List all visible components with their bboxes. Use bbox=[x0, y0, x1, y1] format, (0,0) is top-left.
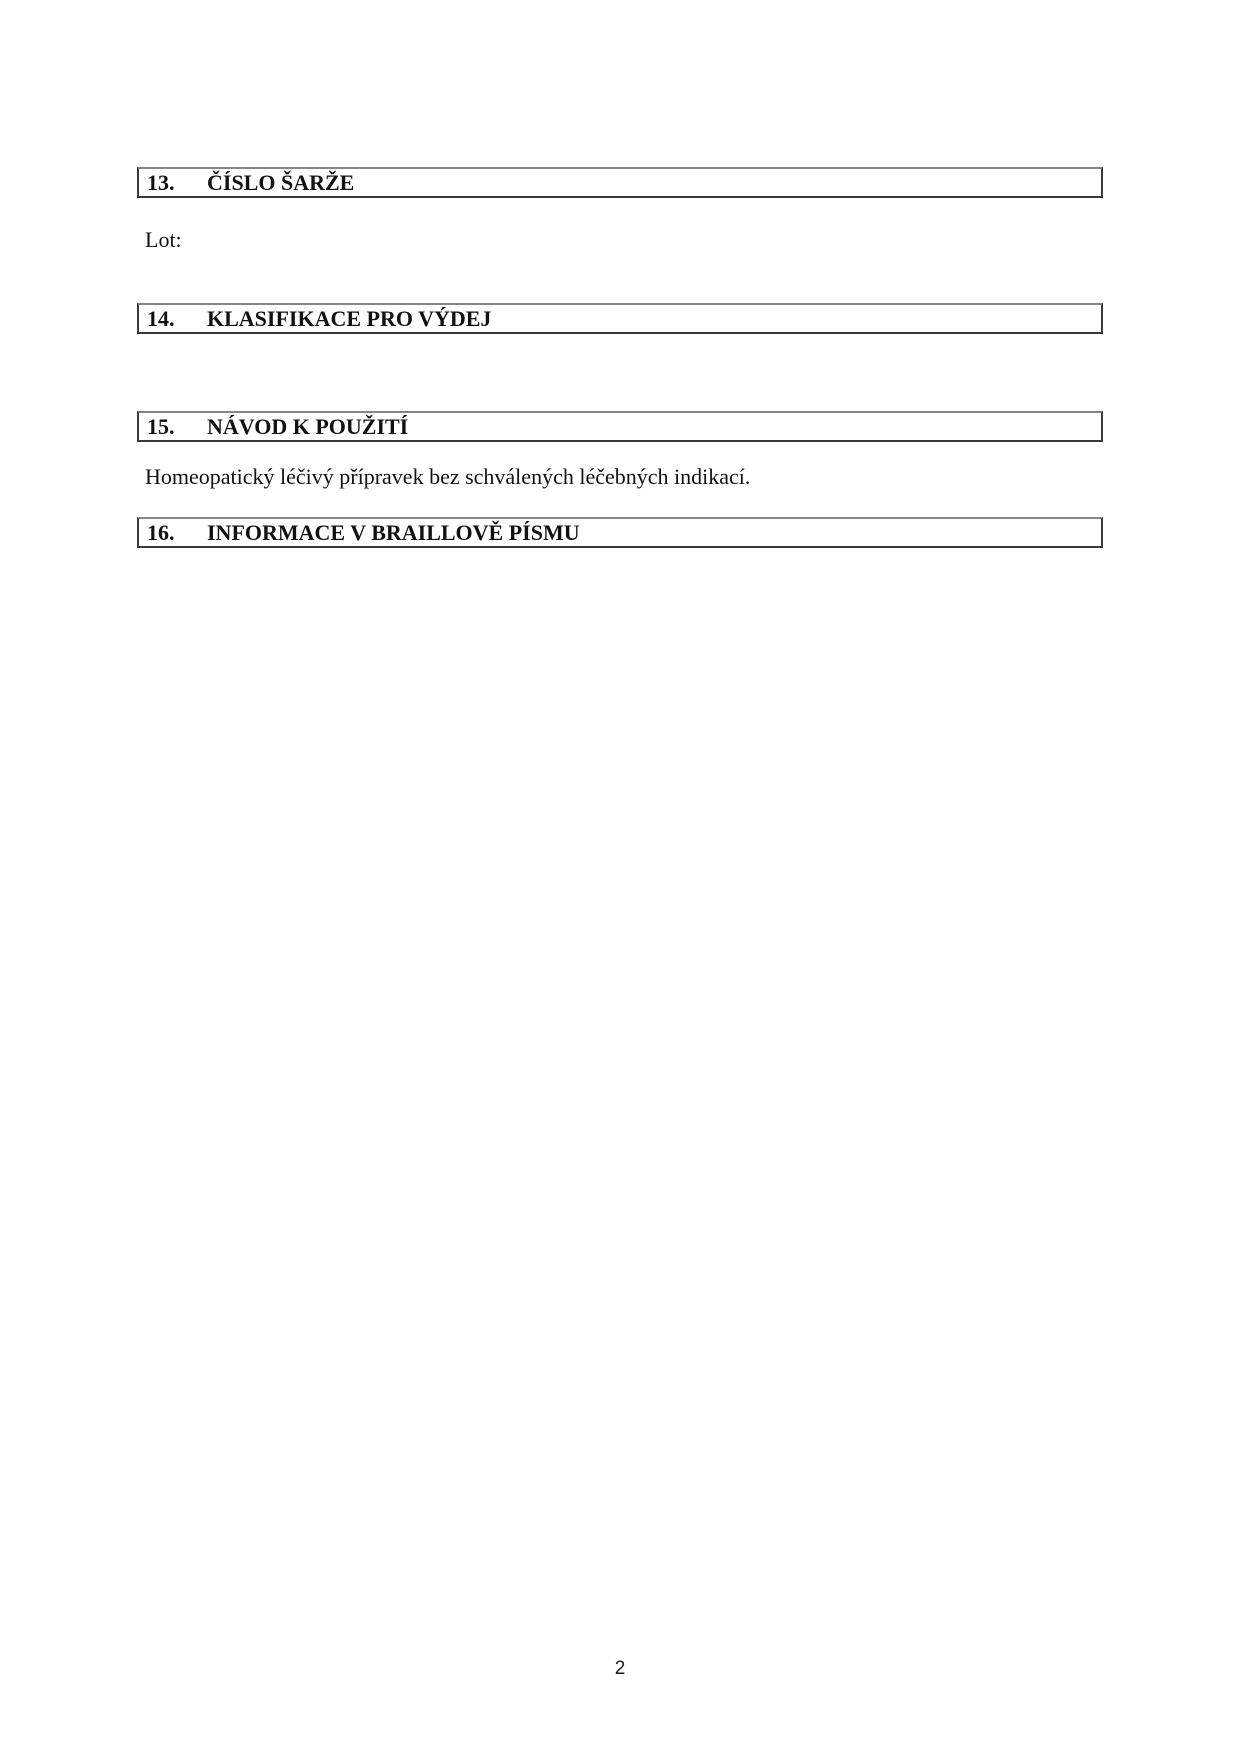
section-13-body-lot: Lot: bbox=[145, 227, 182, 252]
document-content bbox=[137, 0, 1103, 1754]
section-header-14 bbox=[137, 303, 1103, 334]
section-title: ČÍSLO ŠARŽE bbox=[207, 169, 355, 195]
section-15-body: Homeopatický léčivý přípravek bez schválených léčebných indikací. bbox=[145, 464, 751, 489]
section-number: 13. bbox=[147, 169, 175, 195]
section-header-15 bbox=[137, 411, 1103, 442]
section-header-13 bbox=[137, 167, 1103, 198]
section-title: KLASIFIKACE PRO VÝDEJ bbox=[207, 305, 492, 331]
section-header-16 bbox=[137, 517, 1103, 548]
section-number: 14. bbox=[147, 305, 175, 331]
section-number: 15. bbox=[147, 413, 175, 439]
section-title: INFORMACE V BRAILLOVĚ PÍSMU bbox=[207, 519, 580, 545]
section-number: 16. bbox=[147, 519, 175, 545]
page-number: 2 bbox=[614, 1658, 626, 1679]
section-title: NÁVOD K POUŽITÍ bbox=[207, 413, 409, 439]
